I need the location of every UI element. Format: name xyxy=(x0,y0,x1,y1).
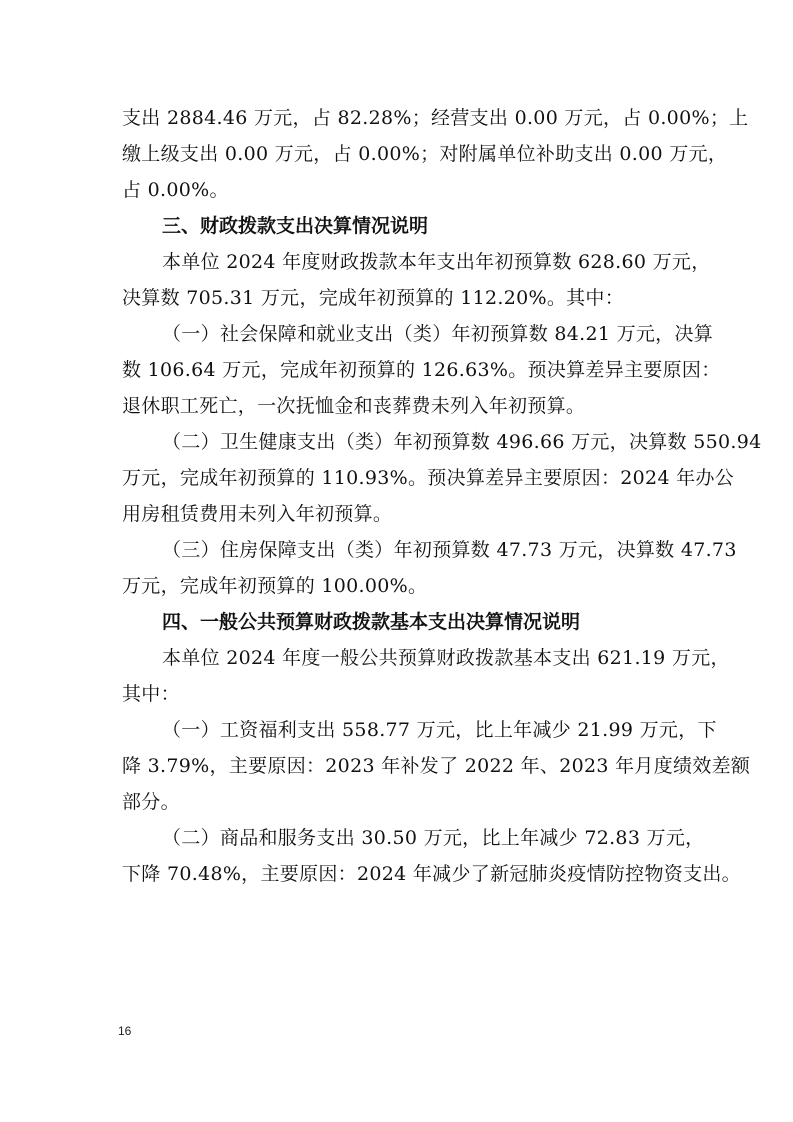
paragraph-basic-expenditure xyxy=(122,640,730,712)
text-line: （一）工资福利支出 558.77 万元，比上年减少 21.99 万元，下 xyxy=(162,719,717,741)
paragraph-social-security xyxy=(122,316,721,424)
section-heading-4: 四、一般公共预算财政拨款基本支出决算情况说明 xyxy=(162,611,581,633)
text-line: 支出 2884.46 万元，占 82.28%；经营支出 0.00 万元，占 0.00%；上 xyxy=(122,107,749,129)
paragraph-wages xyxy=(122,712,751,820)
text-line: 下降 70.48%，主要原因：2024 年减少了新冠肺炎疫情防控物资支出。 xyxy=(122,863,741,885)
paragraph-goods-services xyxy=(122,820,741,892)
text-line: 占 0.00%。 xyxy=(122,179,229,201)
text-line: （一）社会保障和就业支出（类）年初预算数 84.21 万元，决算 xyxy=(162,323,714,345)
text-line: 部分。 xyxy=(122,791,180,813)
paragraph-fiscal-summary xyxy=(122,244,711,316)
text-line: 本单位 2024 年度财政拨款本年支出年初预算数 628.60 万元， xyxy=(162,251,711,273)
text-line: 用房租赁费用未列入年初预算。 xyxy=(122,503,393,525)
text-line: 数 106.64 万元，完成年初预算的 126.63%。预决算差异主要原因： xyxy=(122,359,721,381)
text-line: 决算数 705.31 万元，完成年初预算的 112.20%。其中： xyxy=(122,287,625,309)
text-line: 其中： xyxy=(122,683,180,705)
paragraph-health xyxy=(122,424,762,532)
text-line: 降 3.79%，主要原因：2023 年补发了 2022 年、2023 年月度绩效差额 xyxy=(122,755,751,777)
text-line: 万元，完成年初预算的 100.00%。 xyxy=(122,575,428,597)
section-heading-3: 三、财政拨款支出决算情况说明 xyxy=(162,215,429,237)
document-body xyxy=(122,100,762,892)
text-line: 退休职工死亡，一次抚恤金和丧葬费未列入年初预算。 xyxy=(122,395,586,417)
page-number: 16 xyxy=(118,1024,132,1038)
text-line: 万元，完成年初预算的 110.93%。预决算差异主要原因：2024 年办公 xyxy=(122,467,735,489)
paragraph-continuation xyxy=(122,100,749,208)
text-line: （三）住房保障支出（类）年初预算数 47.73 万元，决算数 47.73 xyxy=(162,539,737,561)
text-line: （二）卫生健康支出（类）年初预算数 496.66 万元，决算数 550.94 xyxy=(162,431,762,453)
text-line: 本单位 2024 年度一般公共预算财政拨款基本支出 621.19 万元， xyxy=(162,647,730,669)
paragraph-housing xyxy=(122,532,737,604)
text-line: 缴上级支出 0.00 万元，占 0.00%；对附属单位补助支出 0.00 万元， xyxy=(122,143,728,165)
text-line: （二）商品和服务支出 30.50 万元，比上年减少 72.83 万元， xyxy=(162,827,705,849)
